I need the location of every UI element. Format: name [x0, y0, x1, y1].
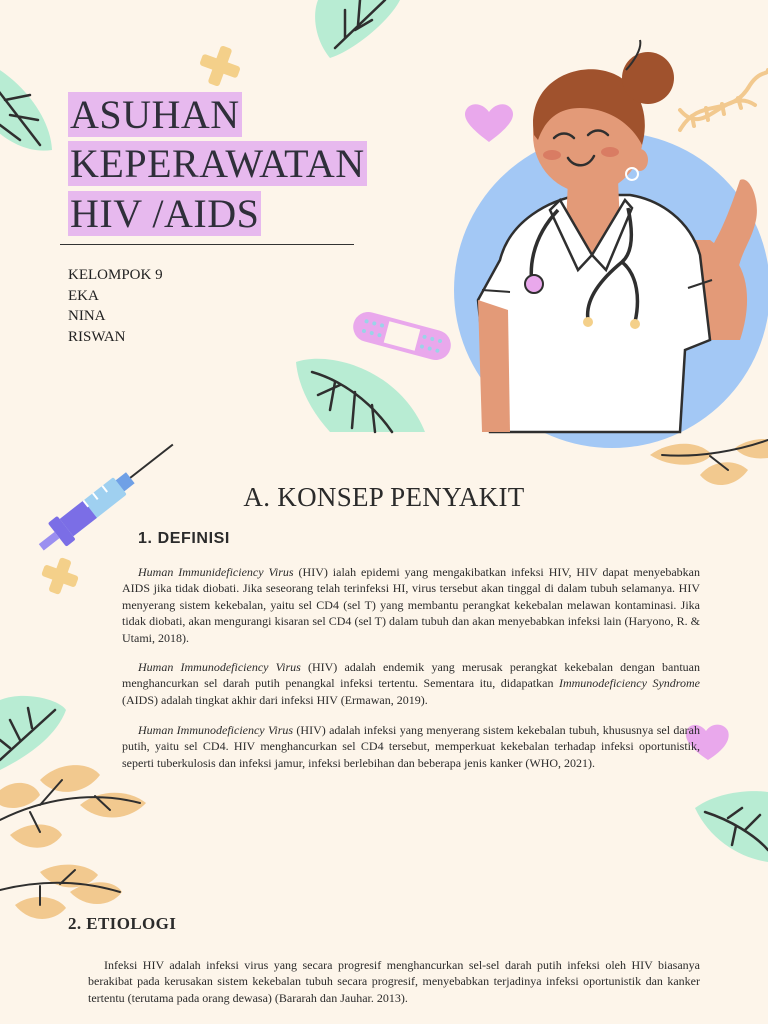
- leaf-icon: [650, 439, 768, 485]
- definisi-paragraph-1: Human Immunideficiency Virus (HIV) ialah epidemi yang mengakibatkan infeksi HIV, HIV dapat menyebabkan AIDS jika tidak diobati. Jika seseorang telah terinfeksi HI, virus tersebut akan tinggal di dalam tubuh selamanya. HIV menyerang sistem kekebalan, yaitu sel CD4 (sel T) yang membantu perangkat kekebalan melawan kontaminasi. Jika tidak diobati, akan mengurangi kisaran sel CD4 (sel T) dalam tubuh dan akan menyebabkan infeksi lain (Haryono, R. & Utami, 2018).: [122, 565, 700, 645]
- definisi-heading: 1. DEFINISI: [138, 530, 230, 547]
- cover-title-line-2: KEPERAWATAN: [70, 141, 365, 186]
- etiologi-paragraph-1: Infeksi HIV adalah infeksi virus yang secara progresif menghancurkan sel-sel darah putih infeksi oleh HIV biasanya berakibat pada kerusakan sistem kekebalan tubuh secara progresif, menyebabkan terjadinya infeksi oportunistik dan kanker tertentu (terutama pada orang dewasa) (Bararah dan Jauhar. 2013).: [88, 958, 700, 1005]
- leaf-icon: [296, 359, 425, 432]
- section-title: A. KONSEP PENYAKIT: [243, 482, 525, 512]
- definisi-paragraph-3: Human Immunodeficiency Virus (HIV) adalah infeksi yang menyerang sistem kekebalan tubuh, khususnya sel darah putih, yaitu sel CD4. HIV menghancurkan sel CD4 tersebut, memperkuat kekebalan terhadap infeksi oportunistik, seperti tuberkulosis dan infeksi jamur, infeksi berlebihan dan beberapa jenis kanker (WHO, 2021).: [122, 723, 701, 770]
- leaf-icon: [0, 60, 52, 151]
- bandage-icon: [350, 309, 454, 364]
- leaf-icon: [695, 791, 768, 862]
- group-members: [68, 265, 163, 347]
- cover-title-line-3: HIV /AIDS: [70, 191, 260, 236]
- definisi-paragraph-2: Human Immunodeficiency Virus (HIV) adalah endemik yang merusak perangkat kekebalan dengan bantuan menghancurkan sel darah putih penangkal infeksi tertentu. Sementara itu, didapatkan Immunodeficiency Syndrome (AIDS) adalah tingkat akhir dari infeksi HIV (Ermawan, 2019).: [122, 660, 700, 707]
- leaf-icon: [315, 0, 400, 58]
- plus-cross-icon: [37, 553, 83, 599]
- title-divider: [60, 244, 354, 245]
- cover-title-line-1: ASUHAN: [70, 92, 240, 137]
- group-label: KELOMPOK 9: [68, 267, 163, 283]
- nurse-illustration: [460, 40, 768, 432]
- member-name: EKA: [68, 287, 99, 304]
- member-name: NINA: [68, 308, 106, 324]
- plus-cross-icon: [194, 40, 245, 91]
- member-name: RISWAN: [68, 328, 126, 345]
- etiologi-heading: 2. ETIOLOGI: [68, 914, 177, 933]
